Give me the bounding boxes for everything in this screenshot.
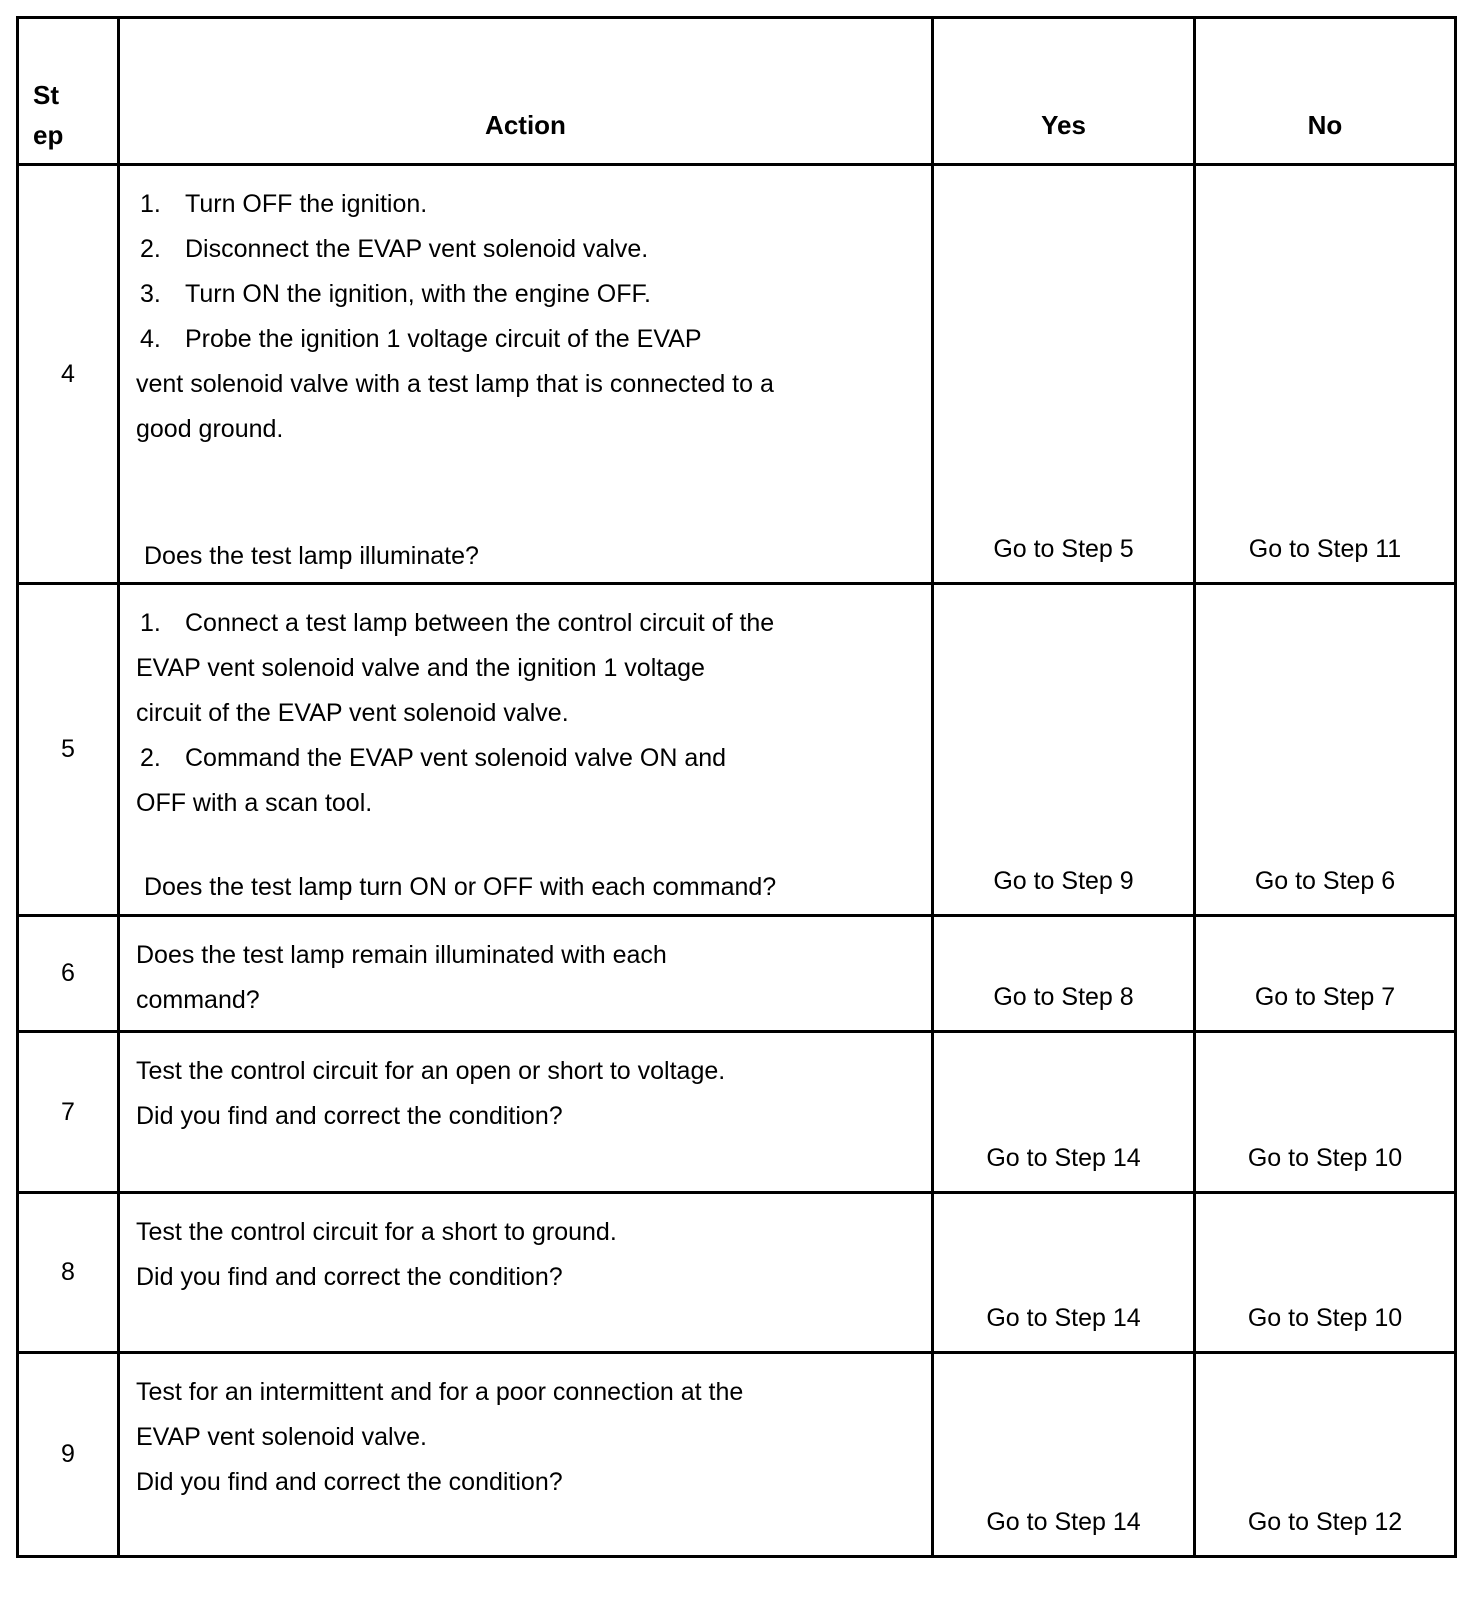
yes-answer: Go to Step 9 bbox=[933, 584, 1195, 916]
question-text: Does the test lamp illuminate? bbox=[144, 542, 479, 570]
action-line: Did you find and correct the condition? bbox=[136, 1263, 563, 1291]
step-header bbox=[18, 18, 119, 165]
item-number: 1. bbox=[140, 609, 161, 637]
item-text: Disconnect the EVAP vent solenoid valve. bbox=[185, 235, 649, 263]
table-row bbox=[18, 1032, 1456, 1193]
yes-answer: Go to Step 8 bbox=[933, 916, 1195, 1032]
step-number: 6 bbox=[18, 916, 119, 1032]
step-number: 5 bbox=[18, 584, 119, 916]
question-text: Does the test lamp turn ON or OFF with each command? bbox=[144, 873, 777, 901]
yes-header: Yes bbox=[933, 18, 1195, 165]
item-text: Turn OFF the ignition. bbox=[185, 190, 428, 218]
item-number: 3. bbox=[140, 280, 161, 308]
step-number: 4 bbox=[18, 165, 119, 584]
item-text: Turn ON the ignition, with the engine OFF. bbox=[185, 280, 651, 308]
header-row bbox=[18, 18, 1456, 165]
yes-answer: Go to Step 5 bbox=[933, 165, 1195, 584]
table-row bbox=[18, 584, 1456, 916]
table-row bbox=[18, 1193, 1456, 1353]
action-cell bbox=[119, 1193, 933, 1353]
no-answer: Go to Step 11 bbox=[1195, 165, 1456, 584]
yes-answer: Go to Step 14 bbox=[933, 1193, 1195, 1353]
item-number: 1. bbox=[140, 190, 161, 218]
table-row bbox=[18, 916, 1456, 1032]
no-answer: Go to Step 12 bbox=[1195, 1353, 1456, 1557]
list-item bbox=[136, 272, 931, 317]
table-row bbox=[18, 165, 1456, 584]
action-cell bbox=[119, 584, 933, 916]
action-cell bbox=[119, 1032, 933, 1193]
action-cell bbox=[119, 165, 933, 584]
list-item bbox=[136, 601, 931, 646]
action-line: command? bbox=[136, 986, 260, 1014]
spacer bbox=[136, 826, 931, 865]
item-continuation: good ground. bbox=[136, 415, 284, 443]
item-continuation: EVAP vent solenoid valve and the ignition 1 voltage bbox=[136, 654, 705, 682]
item-text: Command the EVAP vent solenoid valve ON and bbox=[185, 744, 727, 772]
item-text: Connect a test lamp between the control circuit of the bbox=[185, 609, 775, 637]
diagnostic-table bbox=[16, 16, 1457, 1558]
list-item bbox=[136, 182, 931, 227]
action-line: Did you find and correct the condition? bbox=[136, 1468, 563, 1496]
list-item bbox=[136, 736, 931, 781]
list-item bbox=[136, 227, 931, 272]
step-header-line2: ep bbox=[33, 120, 64, 150]
yes-answer: Go to Step 14 bbox=[933, 1032, 1195, 1193]
step-number: 8 bbox=[18, 1193, 119, 1353]
step-header-line1: St bbox=[33, 80, 59, 110]
no-answer: Go to Step 6 bbox=[1195, 584, 1456, 916]
item-continuation: vent solenoid valve with a test lamp that is connected to a bbox=[136, 370, 774, 398]
no-header: No bbox=[1195, 18, 1456, 165]
action-line: EVAP vent solenoid valve. bbox=[136, 1423, 427, 1451]
item-number: 2. bbox=[140, 235, 161, 263]
action-line: Did you find and correct the condition? bbox=[136, 1102, 563, 1130]
action-header: Action bbox=[119, 18, 933, 165]
step-number: 7 bbox=[18, 1032, 119, 1193]
spacer bbox=[136, 452, 931, 534]
item-number: 4. bbox=[140, 325, 161, 353]
action-line: Does the test lamp remain illuminated with each bbox=[136, 941, 667, 969]
no-answer: Go to Step 7 bbox=[1195, 916, 1456, 1032]
no-answer: Go to Step 10 bbox=[1195, 1032, 1456, 1193]
step-number: 9 bbox=[18, 1353, 119, 1557]
item-continuation: OFF with a scan tool. bbox=[136, 789, 373, 817]
action-line: Test the control circuit for an open or short to voltage. bbox=[136, 1057, 726, 1085]
no-answer: Go to Step 10 bbox=[1195, 1193, 1456, 1353]
item-text: Probe the ignition 1 voltage circuit of the EVAP bbox=[185, 325, 702, 353]
action-cell bbox=[119, 916, 933, 1032]
action-line: Test the control circuit for a short to ground. bbox=[136, 1218, 617, 1246]
list-item bbox=[136, 317, 931, 362]
action-cell bbox=[119, 1353, 933, 1557]
table-row bbox=[18, 1353, 1456, 1557]
item-number: 2. bbox=[140, 744, 161, 772]
yes-answer: Go to Step 14 bbox=[933, 1353, 1195, 1557]
item-continuation: circuit of the EVAP vent solenoid valve. bbox=[136, 699, 569, 727]
action-line: Test for an intermittent and for a poor connection at the bbox=[136, 1378, 744, 1406]
